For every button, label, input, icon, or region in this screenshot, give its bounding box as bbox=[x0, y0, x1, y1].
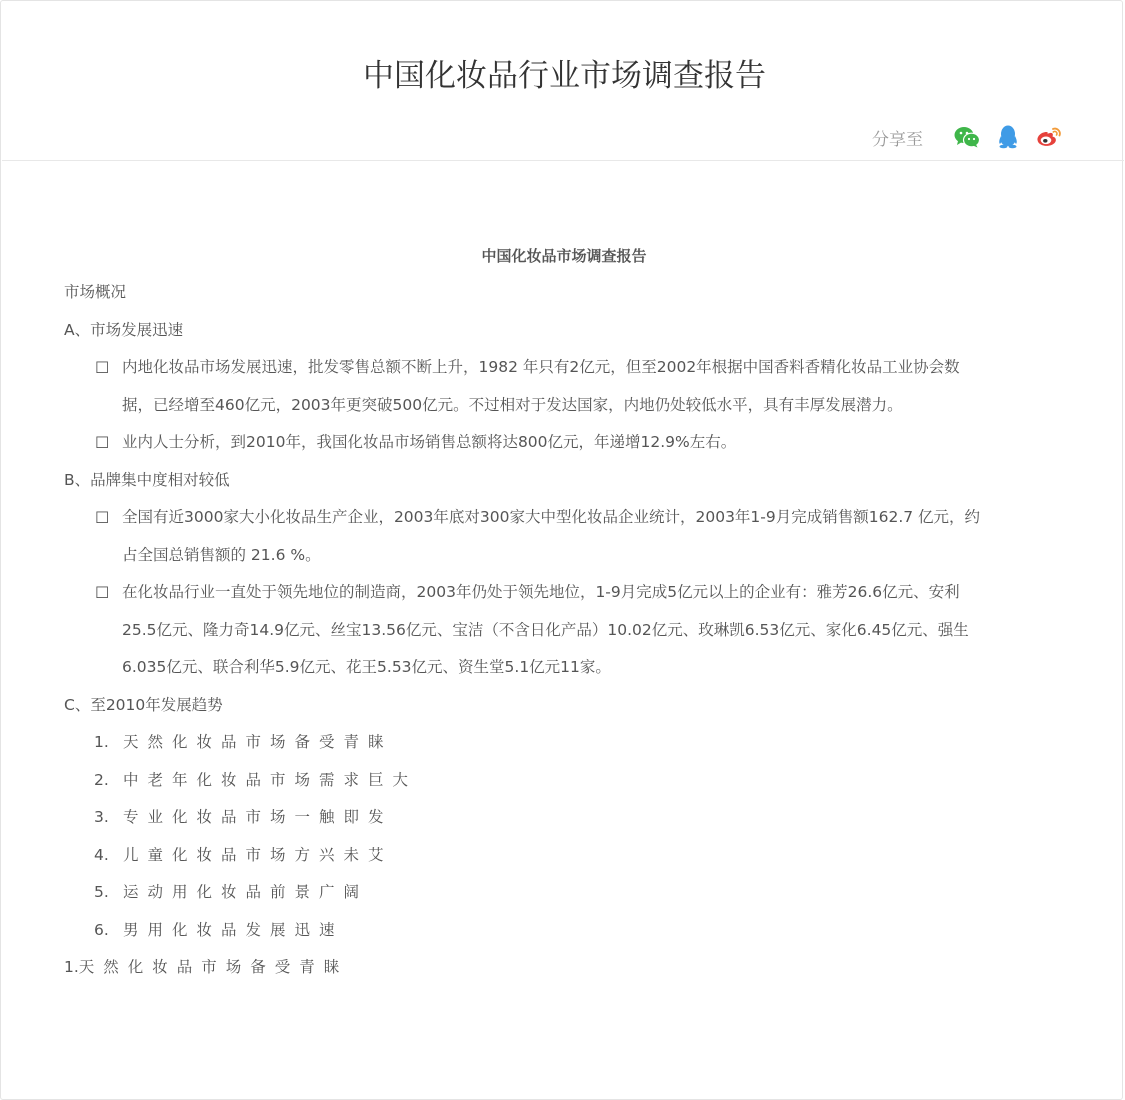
numbered-item-text: 运动用化妆品前景广阔 bbox=[123, 883, 369, 901]
share-bar bbox=[872, 122, 1062, 152]
qq-icon[interactable] bbox=[997, 125, 1019, 149]
numbered-item-text: 男用化妆品发展迅速 bbox=[123, 920, 344, 939]
paragraph-line: 25.5亿元、隆力奇14.9亿元、丝宝13.56亿元、宝洁（不含日化产品）10.02亿元、玫琳凯6.53亿元、家化6.45亿元、强生 bbox=[122, 620, 969, 639]
paragraph-line: 业内人士分析，到2010年，我国化妆品市场销售总额将达800亿元，年递增12.9%左右。 bbox=[122, 433, 737, 451]
article-header bbox=[2, 2, 1124, 161]
numbered-item: 1. 天然化妆品市场备受青睐 bbox=[94, 733, 393, 751]
section-1-heading: 1.天然化妆品市场备受青睐 bbox=[64, 958, 349, 976]
list-item bbox=[64, 574, 1064, 687]
page-title: 中国化妆品行业市场调查报告 bbox=[363, 58, 766, 94]
article-body bbox=[64, 238, 1064, 987]
numbered-item-text: 中老年化妆品市场需求巨大 bbox=[123, 770, 418, 789]
section-c-heading: C、至2010年发展趋势 bbox=[64, 695, 223, 714]
paragraph-line: 据，已经增至460亿元，2003年更突破500亿元。不过相对于发达国家，内地仍处较低水平，具有丰厚发展潜力。 bbox=[122, 395, 903, 414]
numbered-item-text: 儿童化妆品市场方兴未艾 bbox=[123, 845, 393, 864]
paragraph-line: 6.035亿元、联合利华5.9亿元、花王5.53亿元、资生堂5.1亿元11家。 bbox=[122, 658, 611, 676]
doc-title: 中国化妆品市场调查报告 bbox=[481, 247, 647, 265]
paragraph-line: 占全国总销售额的 21.6 %。 bbox=[122, 545, 321, 564]
paragraph-line: 全国有近3000家大小化妆品生产企业，2003年底对300家大中型化妆品企业统计，2003年1-9月完成销售额162.7 亿元，约 bbox=[122, 508, 981, 526]
list-item bbox=[64, 424, 1064, 462]
wechat-icon[interactable] bbox=[954, 126, 980, 148]
numbered-item: 4. 儿童化妆品市场方兴未艾 bbox=[94, 845, 393, 864]
checkbox-bullet-icon: ☐ bbox=[95, 433, 110, 452]
paragraph-line: 内地化妆品市场发展迅速，批发零售总额不断上升，1982 年只有2亿元，但至2002年根据中国香料香精化妆品工业协会数 bbox=[122, 358, 960, 376]
numbered-item: 6. 男用化妆品发展迅速 bbox=[94, 920, 344, 939]
checkbox-bullet-icon: ☐ bbox=[95, 508, 110, 527]
numbered-item: 5. 运动用化妆品前景广阔 bbox=[94, 883, 369, 901]
overview-heading: 市场概况 bbox=[64, 283, 127, 301]
weibo-icon[interactable] bbox=[1036, 126, 1062, 148]
section-b-heading: B、品牌集中度相对较低 bbox=[64, 470, 230, 489]
numbered-item-text: 天然化妆品市场备受青睐 bbox=[123, 733, 393, 751]
paragraph-line: 在化妆品行业一直处于领先地位的制造商，2003年仍处于领先地位，1-9月完成5亿元以上的企业有：雅芳26.6亿元、安利 bbox=[122, 583, 960, 601]
section-a-heading: A、市场发展迅速 bbox=[64, 320, 184, 339]
list-item bbox=[64, 499, 1064, 574]
numbered-item: 3. 专业化妆品市场一触即发 bbox=[94, 808, 393, 826]
numbered-item-text: 专业化妆品市场一触即发 bbox=[123, 808, 393, 826]
share-label: 分享至 bbox=[872, 129, 923, 150]
checkbox-bullet-icon: ☐ bbox=[95, 358, 110, 377]
checkbox-bullet-icon: ☐ bbox=[95, 583, 110, 602]
numbered-item: 2. 中老年化妆品市场需求巨大 bbox=[94, 770, 418, 789]
list-item bbox=[64, 349, 1064, 424]
